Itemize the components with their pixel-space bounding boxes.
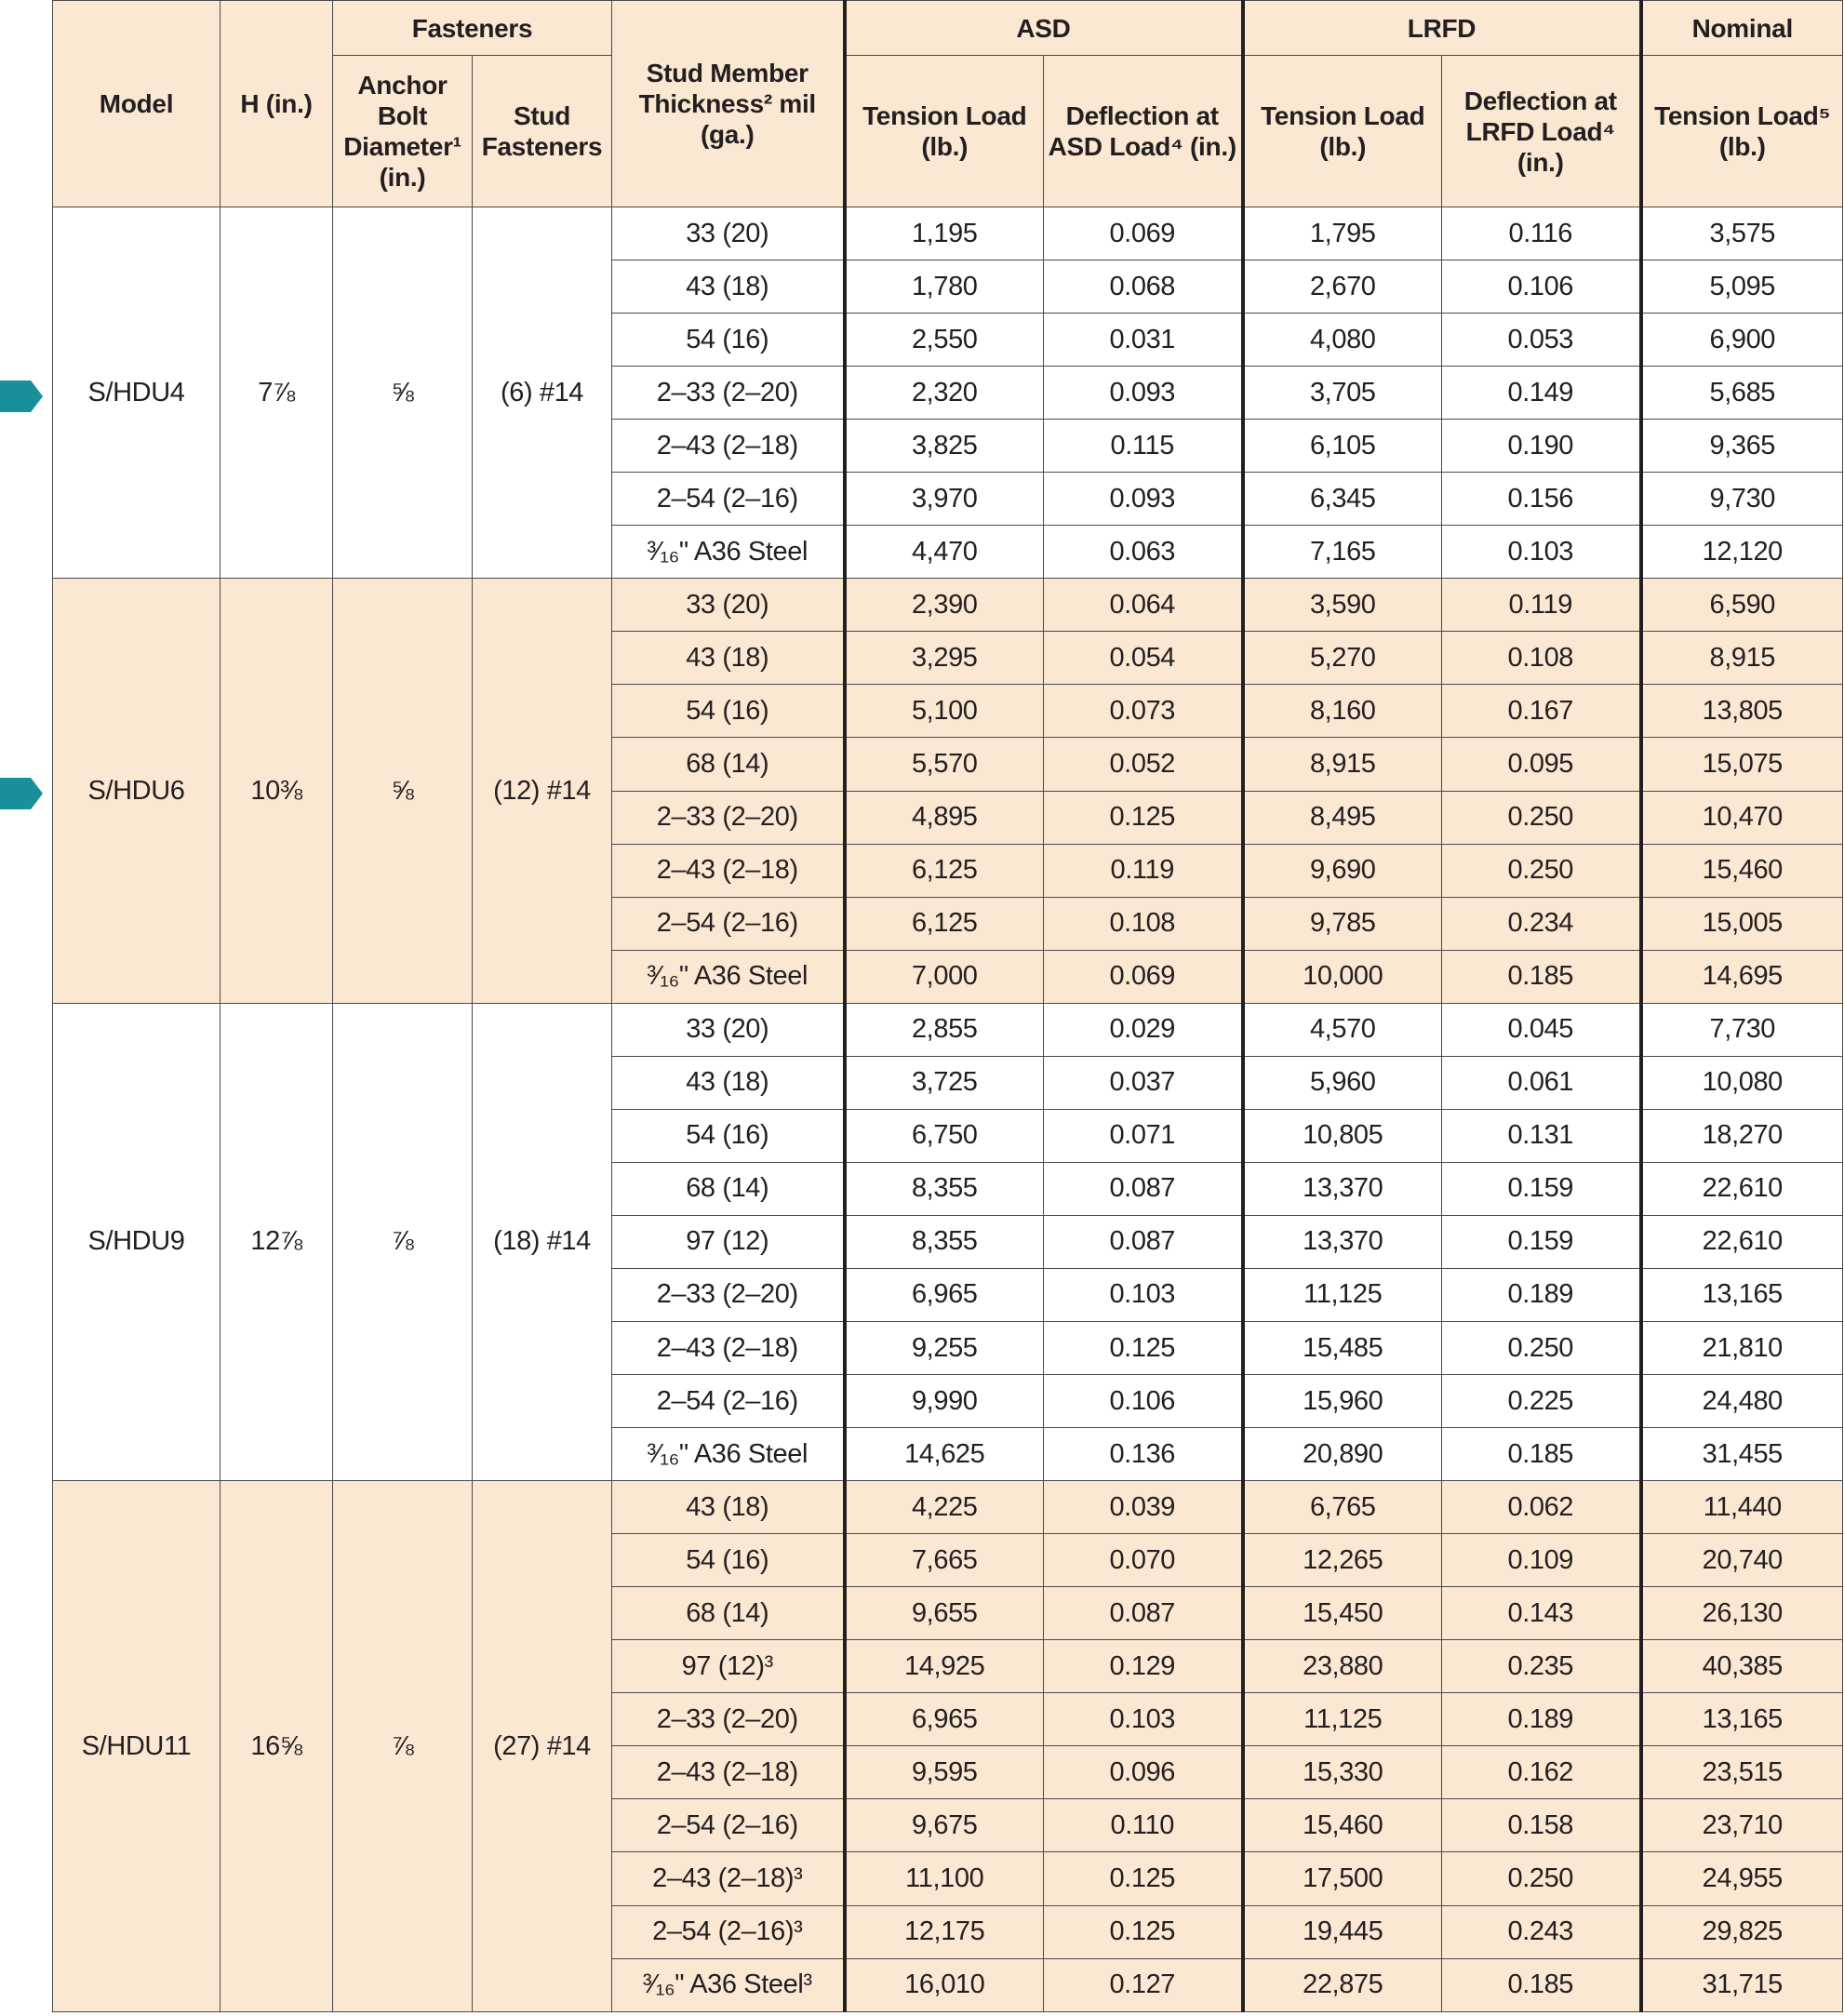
asd-tension-cell: 11,100 [845, 1852, 1044, 1905]
nominal-tension-cell: 13,165 [1641, 1268, 1843, 1321]
lrfd-tension-cell: 9,690 [1243, 844, 1442, 897]
asd-tension-cell: 3,825 [845, 420, 1044, 473]
lrfd-deflection-cell: 0.189 [1442, 1268, 1641, 1321]
header-asd: ASD [845, 1, 1243, 56]
asd-deflection-cell: 0.103 [1044, 1268, 1243, 1321]
nominal-tension-cell: 7,730 [1641, 1003, 1843, 1056]
header-model: Model [53, 1, 220, 207]
lrfd-deflection-cell: 0.235 [1442, 1640, 1641, 1693]
stud-thickness-cell: 2–43 (2–18) [612, 1321, 845, 1374]
lrfd-deflection-cell: 0.158 [1442, 1799, 1641, 1852]
nominal-tension-cell: 10,080 [1641, 1056, 1843, 1109]
lrfd-tension-cell: 15,485 [1243, 1321, 1442, 1374]
asd-tension-cell: 6,125 [845, 844, 1044, 897]
stud-thickness-cell: 2–33 (2–20) [612, 1693, 845, 1746]
asd-tension-cell: 6,965 [845, 1268, 1044, 1321]
nominal-tension-cell: 14,695 [1641, 950, 1843, 1003]
h-cell: 10⅜ [220, 579, 333, 1003]
asd-deflection-cell: 0.125 [1044, 791, 1243, 844]
header-stud-thickness: Stud Member Thickness² mil (ga.) [612, 1, 845, 207]
asd-deflection-cell: 0.106 [1044, 1375, 1243, 1428]
stud-thickness-cell: 54 (16) [612, 1534, 845, 1587]
lrfd-deflection-cell: 0.116 [1442, 207, 1641, 260]
load-table [52, 0, 1843, 2012]
lrfd-deflection-cell: 0.185 [1442, 950, 1641, 1003]
lrfd-tension-cell: 15,960 [1243, 1375, 1442, 1428]
lrfd-deflection-cell: 0.095 [1442, 738, 1641, 791]
lrfd-tension-cell: 13,370 [1243, 1162, 1442, 1215]
lrfd-deflection-cell: 0.143 [1442, 1587, 1641, 1640]
asd-tension-cell: 4,470 [845, 526, 1044, 579]
lrfd-tension-cell: 8,160 [1243, 685, 1442, 738]
asd-tension-cell: 7,000 [845, 950, 1044, 1003]
asd-tension-cell: 2,320 [845, 367, 1044, 420]
nominal-tension-cell: 3,575 [1641, 207, 1843, 260]
asd-deflection-cell: 0.125 [1044, 1852, 1243, 1905]
asd-deflection-cell: 0.136 [1044, 1428, 1243, 1481]
lrfd-deflection-cell: 0.109 [1442, 1534, 1641, 1587]
lrfd-deflection-cell: 0.234 [1442, 897, 1641, 950]
asd-deflection-cell: 0.069 [1044, 950, 1243, 1003]
model-cell: S/HDU4 [53, 207, 220, 579]
nominal-tension-cell: 15,075 [1641, 738, 1843, 791]
asd-tension-cell: 3,295 [845, 632, 1044, 685]
stud-thickness-cell: ³⁄₁₆" A36 Steel³ [612, 1958, 845, 2011]
stud-thickness-cell: 33 (20) [612, 1003, 845, 1056]
lrfd-tension-cell: 12,265 [1243, 1534, 1442, 1587]
asd-deflection-cell: 0.073 [1044, 685, 1243, 738]
asd-tension-cell: 9,990 [845, 1375, 1044, 1428]
nominal-tension-cell: 23,710 [1641, 1799, 1843, 1852]
lrfd-deflection-cell: 0.225 [1442, 1375, 1641, 1428]
stud-fasteners-cell: (12) #14 [473, 579, 612, 1003]
nominal-tension-cell: 13,805 [1641, 685, 1843, 738]
nominal-tension-cell: 24,955 [1641, 1852, 1843, 1905]
asd-tension-cell: 9,675 [845, 1799, 1044, 1852]
lrfd-tension-cell: 9,785 [1243, 897, 1442, 950]
nominal-tension-cell: 6,590 [1641, 579, 1843, 632]
lrfd-tension-cell: 5,270 [1243, 632, 1442, 685]
lrfd-tension-cell: 15,330 [1243, 1746, 1442, 1799]
asd-deflection-cell: 0.103 [1044, 1693, 1243, 1746]
lrfd-deflection-cell: 0.250 [1442, 791, 1641, 844]
nominal-tension-cell: 18,270 [1641, 1109, 1843, 1162]
lrfd-tension-cell: 20,890 [1243, 1428, 1442, 1481]
asd-deflection-cell: 0.054 [1044, 632, 1243, 685]
asd-deflection-cell: 0.069 [1044, 207, 1243, 260]
lrfd-tension-cell: 11,125 [1243, 1693, 1442, 1746]
lrfd-deflection-cell: 0.190 [1442, 420, 1641, 473]
stud-fasteners-cell: (27) #14 [473, 1481, 612, 2012]
nominal-tension-cell: 20,740 [1641, 1534, 1843, 1587]
asd-deflection-cell: 0.108 [1044, 897, 1243, 950]
stud-thickness-cell: 43 (18) [612, 632, 845, 685]
lrfd-tension-cell: 4,080 [1243, 314, 1442, 367]
asd-tension-cell: 2,550 [845, 314, 1044, 367]
marker-hdu4 [0, 381, 43, 412]
asd-tension-cell: 6,125 [845, 897, 1044, 950]
asd-tension-cell: 9,595 [845, 1746, 1044, 1799]
lrfd-tension-cell: 15,460 [1243, 1799, 1442, 1852]
asd-tension-cell: 9,655 [845, 1587, 1044, 1640]
header-nominal-tension: Tension Load⁵ (lb.) [1641, 56, 1843, 207]
lrfd-deflection-cell: 0.185 [1442, 1958, 1641, 2011]
asd-tension-cell: 1,780 [845, 260, 1044, 314]
lrfd-deflection-cell: 0.045 [1442, 1003, 1641, 1056]
lrfd-tension-cell: 8,915 [1243, 738, 1442, 791]
nominal-tension-cell: 31,455 [1641, 1428, 1843, 1481]
asd-deflection-cell: 0.087 [1044, 1587, 1243, 1640]
nominal-tension-cell: 15,460 [1641, 844, 1843, 897]
stud-thickness-cell: 2–54 (2–16) [612, 1375, 845, 1428]
stud-thickness-cell: 2–54 (2–16)³ [612, 1905, 845, 1958]
header-asd-tension: Tension Load (lb.) [845, 56, 1044, 207]
asd-deflection-cell: 0.087 [1044, 1162, 1243, 1215]
lrfd-tension-cell: 10,000 [1243, 950, 1442, 1003]
stud-thickness-cell: 2–33 (2–20) [612, 1268, 845, 1321]
lrfd-tension-cell: 1,795 [1243, 207, 1442, 260]
asd-tension-cell: 4,895 [845, 791, 1044, 844]
lrfd-deflection-cell: 0.062 [1442, 1481, 1641, 1534]
stud-thickness-cell: 54 (16) [612, 314, 845, 367]
nominal-tension-cell: 9,730 [1641, 473, 1843, 526]
stud-thickness-cell: 2–54 (2–16) [612, 1799, 845, 1852]
stud-thickness-cell: 54 (16) [612, 1109, 845, 1162]
asd-deflection-cell: 0.087 [1044, 1215, 1243, 1268]
asd-deflection-cell: 0.096 [1044, 1746, 1243, 1799]
header-lrfd-tension: Tension Load (lb.) [1243, 56, 1442, 207]
asd-deflection-cell: 0.063 [1044, 526, 1243, 579]
asd-tension-cell: 8,355 [845, 1215, 1044, 1268]
asd-deflection-cell: 0.037 [1044, 1056, 1243, 1109]
lrfd-deflection-cell: 0.243 [1442, 1905, 1641, 1958]
anchor-bolt-cell: ⅝ [333, 207, 473, 579]
stud-thickness-cell: 2–43 (2–18)³ [612, 1852, 845, 1905]
lrfd-deflection-cell: 0.159 [1442, 1162, 1641, 1215]
nominal-tension-cell: 6,900 [1641, 314, 1843, 367]
asd-deflection-cell: 0.039 [1044, 1481, 1243, 1534]
header-h: H (in.) [220, 1, 333, 207]
asd-deflection-cell: 0.119 [1044, 844, 1243, 897]
lrfd-tension-cell: 13,370 [1243, 1215, 1442, 1268]
lrfd-tension-cell: 6,345 [1243, 473, 1442, 526]
asd-tension-cell: 5,100 [845, 685, 1044, 738]
asd-deflection-cell: 0.125 [1044, 1905, 1243, 1958]
stud-thickness-cell: ³⁄₁₆" A36 Steel [612, 526, 845, 579]
nominal-tension-cell: 22,610 [1641, 1215, 1843, 1268]
stud-thickness-cell: 68 (14) [612, 738, 845, 791]
lrfd-deflection-cell: 0.250 [1442, 844, 1641, 897]
anchor-bolt-cell: ⅞ [333, 1481, 473, 2012]
lrfd-tension-cell: 10,805 [1243, 1109, 1442, 1162]
lrfd-tension-cell: 2,670 [1243, 260, 1442, 314]
stud-thickness-cell: 43 (18) [612, 260, 845, 314]
header-lrfd-deflection: Deflection at LRFD Load⁴ (in.) [1442, 56, 1641, 207]
asd-deflection-cell: 0.115 [1044, 420, 1243, 473]
lrfd-deflection-cell: 0.159 [1442, 1215, 1641, 1268]
nominal-tension-cell: 24,480 [1641, 1375, 1843, 1428]
lrfd-deflection-cell: 0.167 [1442, 685, 1641, 738]
asd-deflection-cell: 0.070 [1044, 1534, 1243, 1587]
stud-thickness-cell: 97 (12)³ [612, 1640, 845, 1693]
lrfd-tension-cell: 11,125 [1243, 1268, 1442, 1321]
lrfd-deflection-cell: 0.053 [1442, 314, 1641, 367]
nominal-tension-cell: 8,915 [1641, 632, 1843, 685]
nominal-tension-cell: 9,365 [1641, 420, 1843, 473]
model-cell: S/HDU9 [53, 1003, 220, 1480]
anchor-bolt-cell: ⅝ [333, 579, 473, 1003]
lrfd-tension-cell: 3,705 [1243, 367, 1442, 420]
stud-fasteners-cell: (6) #14 [473, 207, 612, 579]
stud-thickness-cell: 2–54 (2–16) [612, 473, 845, 526]
asd-tension-cell: 3,725 [845, 1056, 1044, 1109]
asd-deflection-cell: 0.052 [1044, 738, 1243, 791]
asd-tension-cell: 2,855 [845, 1003, 1044, 1056]
lrfd-deflection-cell: 0.185 [1442, 1428, 1641, 1481]
asd-deflection-cell: 0.093 [1044, 473, 1243, 526]
stud-thickness-cell: ³⁄₁₆" A36 Steel [612, 950, 845, 1003]
lrfd-tension-cell: 23,880 [1243, 1640, 1442, 1693]
nominal-tension-cell: 5,095 [1641, 260, 1843, 314]
table-header [53, 1, 1843, 207]
stud-thickness-cell: 68 (14) [612, 1587, 845, 1640]
table-body [53, 207, 1843, 2012]
lrfd-deflection-cell: 0.149 [1442, 367, 1641, 420]
nominal-tension-cell: 5,685 [1641, 367, 1843, 420]
nominal-tension-cell: 13,165 [1641, 1693, 1843, 1746]
asd-tension-cell: 14,925 [845, 1640, 1044, 1693]
lrfd-tension-cell: 7,165 [1243, 526, 1442, 579]
stud-thickness-cell: 2–33 (2–20) [612, 791, 845, 844]
stud-thickness-cell: 33 (20) [612, 207, 845, 260]
lrfd-tension-cell: 3,590 [1243, 579, 1442, 632]
stud-thickness-cell: 2–43 (2–18) [612, 420, 845, 473]
stud-fasteners-cell: (18) #14 [473, 1003, 612, 1480]
marker-hdu6 [0, 778, 43, 809]
nominal-tension-cell: 11,440 [1641, 1481, 1843, 1534]
stud-thickness-cell: 43 (18) [612, 1056, 845, 1109]
lrfd-tension-cell: 19,445 [1243, 1905, 1442, 1958]
model-cell: S/HDU6 [53, 579, 220, 1003]
lrfd-deflection-cell: 0.103 [1442, 526, 1641, 579]
lrfd-deflection-cell: 0.156 [1442, 473, 1641, 526]
lrfd-tension-cell: 8,495 [1243, 791, 1442, 844]
stud-thickness-cell: 43 (18) [612, 1481, 845, 1534]
asd-tension-cell: 7,665 [845, 1534, 1044, 1587]
h-cell: 7⅞ [220, 207, 333, 579]
model-cell: S/HDU11 [53, 1481, 220, 2012]
table-row [53, 1481, 1843, 1534]
nominal-tension-cell: 15,005 [1641, 897, 1843, 950]
lrfd-tension-cell: 4,570 [1243, 1003, 1442, 1056]
lrfd-deflection-cell: 0.250 [1442, 1321, 1641, 1374]
stud-thickness-cell: 68 (14) [612, 1162, 845, 1215]
nominal-tension-cell: 23,515 [1641, 1746, 1843, 1799]
asd-tension-cell: 5,570 [845, 738, 1044, 791]
nominal-tension-cell: 40,385 [1641, 1640, 1843, 1693]
stud-thickness-cell: 97 (12) [612, 1215, 845, 1268]
stud-thickness-cell: 2–54 (2–16) [612, 897, 845, 950]
lrfd-deflection-cell: 0.106 [1442, 260, 1641, 314]
header-asd-deflection: Deflection at ASD Load⁴ (in.) [1044, 56, 1243, 207]
lrfd-deflection-cell: 0.250 [1442, 1852, 1641, 1905]
h-cell: 12⅞ [220, 1003, 333, 1480]
nominal-tension-cell: 29,825 [1641, 1905, 1843, 1958]
nominal-tension-cell: 10,470 [1641, 791, 1843, 844]
asd-deflection-cell: 0.125 [1044, 1321, 1243, 1374]
asd-deflection-cell: 0.129 [1044, 1640, 1243, 1693]
lrfd-deflection-cell: 0.131 [1442, 1109, 1641, 1162]
asd-tension-cell: 9,255 [845, 1321, 1044, 1374]
header-lrfd: LRFD [1243, 1, 1641, 56]
asd-deflection-cell: 0.029 [1044, 1003, 1243, 1056]
h-cell: 16⅝ [220, 1481, 333, 2012]
nominal-tension-cell: 22,610 [1641, 1162, 1843, 1215]
asd-deflection-cell: 0.068 [1044, 260, 1243, 314]
header-anchor-bolt: Anchor Bolt Diameter¹ (in.) [333, 56, 473, 207]
lrfd-tension-cell: 5,960 [1243, 1056, 1442, 1109]
asd-tension-cell: 3,970 [845, 473, 1044, 526]
nominal-tension-cell: 21,810 [1641, 1321, 1843, 1374]
asd-deflection-cell: 0.064 [1044, 579, 1243, 632]
asd-deflection-cell: 0.071 [1044, 1109, 1243, 1162]
table-row [53, 579, 1843, 632]
nominal-tension-cell: 26,130 [1641, 1587, 1843, 1640]
stud-thickness-cell: 33 (20) [612, 579, 845, 632]
header-stud-fasteners: Stud Fasteners [473, 56, 612, 207]
asd-tension-cell: 6,750 [845, 1109, 1044, 1162]
lrfd-tension-cell: 6,105 [1243, 420, 1442, 473]
stud-thickness-cell: 2–43 (2–18) [612, 844, 845, 897]
lrfd-tension-cell: 15,450 [1243, 1587, 1442, 1640]
lrfd-deflection-cell: 0.189 [1442, 1693, 1641, 1746]
lrfd-tension-cell: 6,765 [1243, 1481, 1442, 1534]
lrfd-deflection-cell: 0.119 [1442, 579, 1641, 632]
nominal-tension-cell: 31,715 [1641, 1958, 1843, 2011]
lrfd-deflection-cell: 0.162 [1442, 1746, 1641, 1799]
lrfd-tension-cell: 22,875 [1243, 1958, 1442, 2011]
asd-deflection-cell: 0.127 [1044, 1958, 1243, 2011]
stud-thickness-cell: 2–33 (2–20) [612, 367, 845, 420]
anchor-bolt-cell: ⅞ [333, 1003, 473, 1480]
asd-tension-cell: 12,175 [845, 1905, 1044, 1958]
lrfd-deflection-cell: 0.061 [1442, 1056, 1641, 1109]
stud-thickness-cell: ³⁄₁₆" A36 Steel [612, 1428, 845, 1481]
asd-tension-cell: 6,965 [845, 1693, 1044, 1746]
asd-tension-cell: 4,225 [845, 1481, 1044, 1534]
lrfd-tension-cell: 17,500 [1243, 1852, 1442, 1905]
table-row [53, 207, 1843, 260]
asd-deflection-cell: 0.110 [1044, 1799, 1243, 1852]
table-row [53, 1003, 1843, 1056]
asd-tension-cell: 14,625 [845, 1428, 1044, 1481]
stud-thickness-cell: 2–43 (2–18) [612, 1746, 845, 1799]
nominal-tension-cell: 12,120 [1641, 526, 1843, 579]
asd-tension-cell: 16,010 [845, 1958, 1044, 2011]
asd-tension-cell: 8,355 [845, 1162, 1044, 1215]
asd-tension-cell: 1,195 [845, 207, 1044, 260]
asd-deflection-cell: 0.031 [1044, 314, 1243, 367]
stud-thickness-cell: 54 (16) [612, 685, 845, 738]
header-nominal: Nominal [1641, 1, 1843, 56]
asd-deflection-cell: 0.093 [1044, 367, 1243, 420]
asd-tension-cell: 2,390 [845, 579, 1044, 632]
lrfd-deflection-cell: 0.108 [1442, 632, 1641, 685]
header-fasteners: Fasteners [333, 1, 612, 56]
